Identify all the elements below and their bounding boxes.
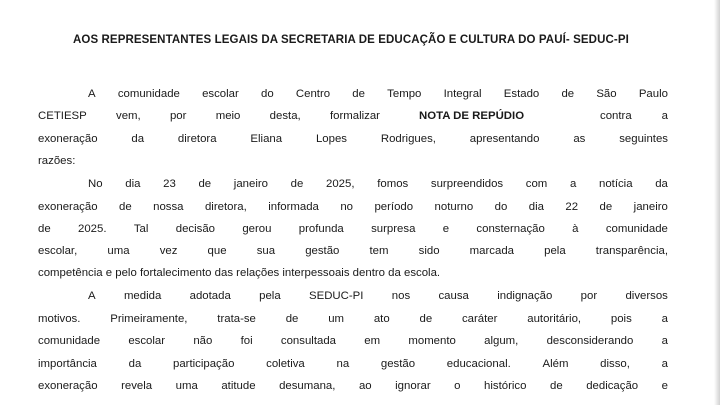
word: vez: [159, 245, 178, 257]
word: por: [580, 290, 598, 302]
word: de: [290, 178, 304, 190]
word: ato: [373, 313, 390, 325]
paragraph1-line3: [38, 130, 668, 148]
word: da: [128, 358, 142, 370]
nota-de-repudio: NOTA DE REPÚDIO: [419, 110, 525, 122]
paragraph1-line2: [38, 107, 668, 125]
word: medida: [123, 290, 162, 302]
word: Tempo: [387, 88, 422, 100]
word: participação: [173, 358, 235, 370]
word: janeiro: [633, 201, 668, 213]
word: desumana,: [279, 380, 336, 392]
word: Eliana: [250, 133, 283, 145]
word: Primeiramente,: [110, 313, 188, 325]
word: comunidade: [605, 223, 668, 235]
word: histórico: [484, 380, 527, 392]
word: exoneração: [38, 380, 98, 392]
word: Lopes: [315, 133, 347, 145]
paragraph2-line4: [38, 242, 668, 260]
word: de: [549, 380, 563, 392]
word: surpreendidos: [430, 178, 504, 190]
word: 2025,: [326, 178, 355, 190]
word: foi: [240, 335, 253, 347]
word: do: [494, 201, 508, 213]
word: e: [661, 380, 668, 392]
word: de: [118, 201, 132, 213]
word: diretora: [177, 133, 217, 145]
word: Centro: [295, 88, 331, 100]
word: a: [661, 110, 668, 122]
paragraph3-line5: [38, 377, 668, 395]
word: uma: [175, 380, 198, 392]
word: Integral: [443, 88, 482, 100]
word: informada: [268, 201, 319, 213]
word: a: [569, 178, 577, 190]
paragraph1-line4: razões:: [38, 155, 76, 167]
word: no: [340, 201, 353, 213]
paragraph3-line1: [88, 287, 668, 305]
word: profunda: [298, 223, 344, 235]
word: escolar,: [38, 245, 78, 257]
word: formalizar: [329, 110, 380, 122]
word: gerou: [242, 223, 272, 235]
word: da: [655, 178, 668, 190]
word: a: [661, 358, 668, 370]
paragraph1-line2-end: [600, 107, 668, 125]
word: exoneração: [38, 133, 98, 145]
word: dia: [528, 201, 544, 213]
word: decisão: [175, 223, 215, 235]
word: pela: [259, 290, 281, 302]
word: não: [193, 335, 213, 347]
word: 2025.: [78, 223, 107, 235]
word: atitude: [221, 380, 256, 392]
word: diretora,: [204, 201, 247, 213]
word: desta,: [269, 110, 301, 122]
word: consternação: [476, 223, 545, 235]
word: trata-se: [217, 313, 256, 325]
word: nossa: [153, 201, 184, 213]
word: contra: [600, 110, 632, 122]
word: de: [38, 223, 51, 235]
word: notícia: [598, 178, 633, 190]
word: de: [561, 88, 575, 100]
word: causa: [438, 290, 469, 302]
word: tem: [369, 245, 389, 257]
word: pela: [544, 245, 566, 257]
word: as: [573, 133, 586, 145]
word: do: [261, 88, 274, 100]
word: diversos: [625, 290, 668, 302]
word: consultada: [280, 335, 337, 347]
word: coletiva: [266, 358, 305, 370]
word: à: [572, 223, 579, 235]
word: gestão: [380, 358, 416, 370]
word: momento: [408, 335, 456, 347]
word: dia: [125, 178, 141, 190]
word: revela: [121, 380, 153, 392]
word: na: [336, 358, 350, 370]
word: período: [374, 201, 414, 213]
page-edge-shadow: [714, 0, 720, 405]
word: Paulo: [638, 88, 668, 100]
word: um: [328, 313, 345, 325]
word: em: [364, 335, 381, 347]
word: da: [131, 133, 145, 145]
word: Além: [542, 358, 569, 370]
document-title: AOS REPRESENTANTES LEGAIS DA SECRETARIA DE EDUCAÇÃO E CULTURA DO PAUÍ- SEDUC-PI: [73, 34, 629, 46]
word: de: [198, 178, 212, 190]
word: apresentando: [469, 133, 540, 145]
paragraph3-line4: [38, 355, 668, 373]
word: transparência,: [595, 245, 668, 257]
word: autoritário,: [527, 313, 582, 325]
word: nos: [391, 290, 411, 302]
word: desconsiderando: [546, 335, 634, 347]
word: que: [207, 245, 227, 257]
word: de: [599, 201, 613, 213]
word: surpresa: [371, 223, 416, 235]
word: marcada: [469, 245, 514, 257]
word: Tal: [133, 223, 149, 235]
paragraph2-line2: [38, 198, 668, 216]
word: por: [169, 110, 187, 122]
word: seguintes: [619, 133, 668, 145]
paragraph2-line5: competência e pelo fortalecimento das relações interpessoais dentro da escola.: [38, 267, 441, 279]
word: comunidade: [117, 88, 180, 100]
word: de: [419, 313, 433, 325]
word: e: [442, 223, 450, 235]
word: vem,: [116, 110, 141, 122]
word: uma: [107, 245, 130, 257]
word: o: [454, 380, 461, 392]
word: ignorar: [395, 380, 431, 392]
word: Rodrigues,: [380, 133, 436, 145]
word: Estado: [503, 88, 540, 100]
word: fomos: [377, 178, 409, 190]
word: CETIESP: [38, 110, 87, 122]
word: escolar: [202, 88, 239, 100]
word: de: [285, 313, 299, 325]
word: sido: [418, 245, 440, 257]
word: a: [661, 313, 668, 325]
paragraph2-line3: [38, 220, 668, 238]
word: No: [88, 178, 103, 190]
word: A: [88, 290, 96, 302]
word: ao: [358, 380, 372, 392]
word: A: [88, 88, 96, 100]
word: meio: [215, 110, 241, 122]
word: importância: [38, 358, 97, 370]
word: de: [352, 88, 365, 100]
word: disso,: [600, 358, 630, 370]
word: 22: [565, 201, 579, 213]
word: a: [661, 335, 668, 347]
word: caráter: [461, 313, 498, 325]
paragraph1-line2-start: [38, 107, 380, 125]
word: pois: [610, 313, 632, 325]
word: dedicação: [586, 380, 639, 392]
word: São: [596, 88, 617, 100]
word: sua: [256, 245, 276, 257]
paragraph3-line3: [38, 332, 668, 350]
word: noturno: [434, 201, 474, 213]
word: SEDUC-PI: [309, 290, 364, 302]
word: educacional.: [446, 358, 511, 370]
paragraph3-line2: [38, 310, 668, 328]
word: motivos.: [38, 313, 81, 325]
word: indignação: [497, 290, 553, 302]
word: escolar: [128, 335, 166, 347]
word: 23: [163, 178, 176, 190]
word: exoneração: [38, 201, 98, 213]
paragraph1-line1: [88, 85, 668, 103]
word: com: [525, 178, 548, 190]
word: gestão: [305, 245, 340, 257]
word: algum,: [484, 335, 519, 347]
word: comunidade: [38, 335, 101, 347]
word: janeiro: [233, 178, 268, 190]
word: adotada: [189, 290, 231, 302]
paragraph2-line1: [88, 175, 668, 193]
